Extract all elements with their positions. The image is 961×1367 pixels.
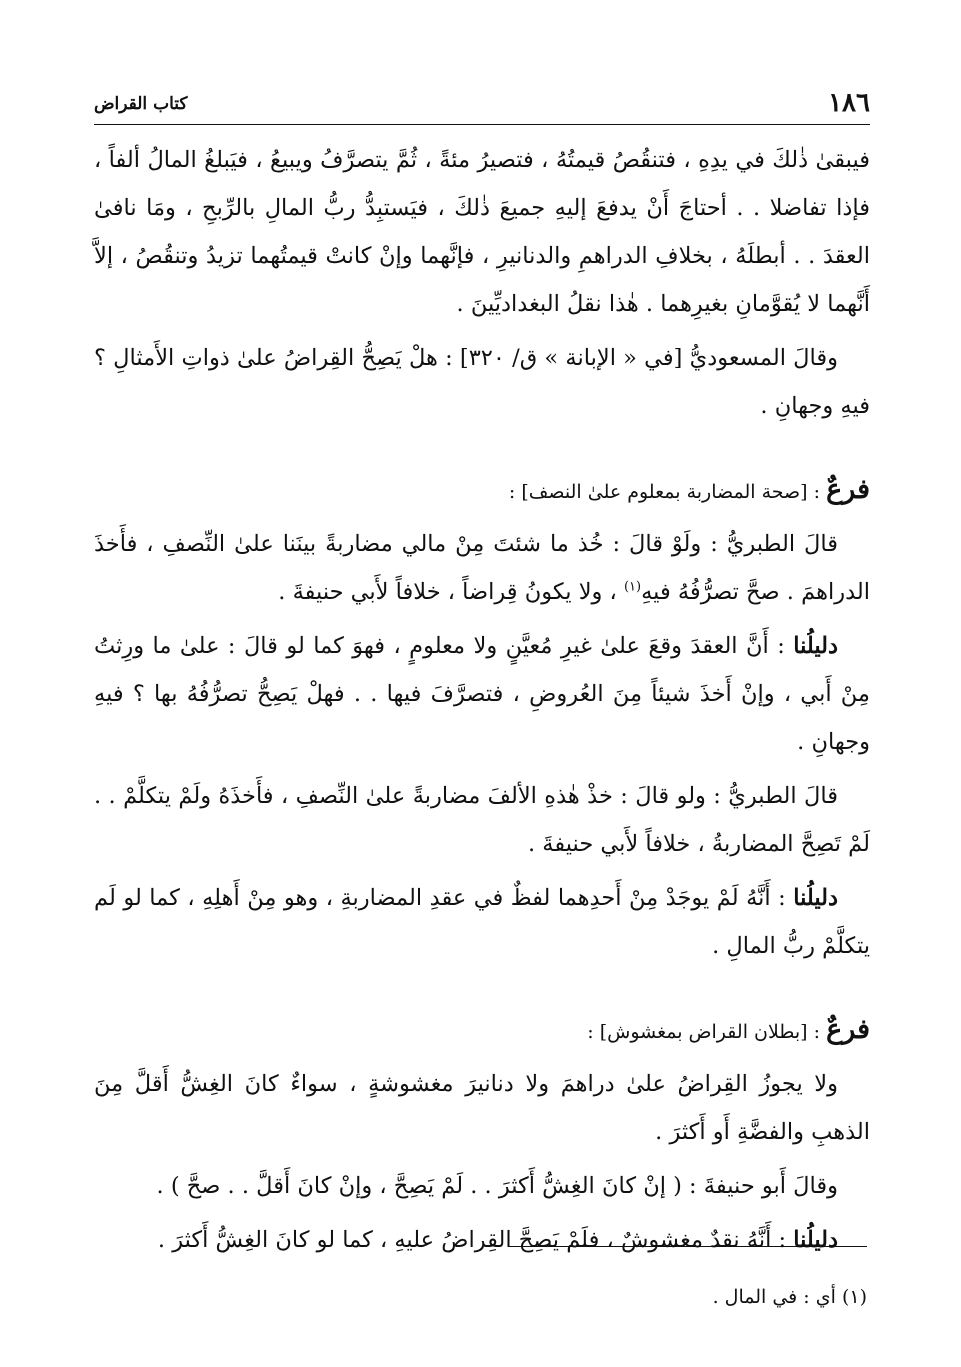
paragraph [94,874,870,970]
paragraph: قالَ الطبريُّ : ولو قالَ : خذْ هٰذهِ الألفَ مضاربةً علىٰ النِّصفِ ، فأَخذَهُ ولَمْ يتكلَّمْ . . لَمْ تَصِحَّ المضاربةُ ، خلافاً لأَبي حنيفةَ . [94,783,870,857]
paragraph: ولا يجوزُ القِراضُ علىٰ دراهمَ ولا دنانيرَ مغشوشةٍ ، سواءٌ كانَ الغِشُّ أَقلَّ مِنَ الذهبِ والفضَّةِ أَو أَكثرَ . [94,1071,870,1145]
paragraph [94,520,870,616]
paragraph [94,622,870,766]
far-label: فرعٌ [826,1014,870,1045]
dalil-label: دليلُنا [793,633,838,659]
section-title: : [بطلان القراض بمغشوش] : [587,1021,827,1043]
paragraph [94,1216,870,1264]
paragraph: فيبقىٰ ذٰلكَ في يدِهِ ، فتنقُصُ قيمتُهُ ، فتصيرُ مئةً ، ثُمَّ يتصرَّفُ ويبيعُ ، فيَبلغُ المالُ ألفاً ، فإذا تفاضلا . . أحتاجَ أَنْ يدفعَ إليهِ جميعَ ذٰلكَ ، فيَستبِدُّ ربُّ المالِ بالرِّبحِ ، ومَا نافىٰ العقدَ . . أبطلَهُ ، بخلافِ الدراهمِ والدنانيرِ ، فإنَّهما وإنْ كانتْ قيمتُهما تزيدُ وتنقُصُ ، إلاَّ أَنَّهما لا يُقوَّمانِ بغيرِهما . هٰذا نقلُ البغداديِّينَ . [94,147,870,317]
dalil-label: دليلُنا [793,1227,838,1253]
paragraph-text: : أَنَّ العقدَ وقعَ علىٰ غيرِ مُعيَّنٍ ولا معلومٍ ، فهوَ كما لو قالَ : علىٰ ما ورِثتُ مِنْ أَبي ، وإنْ أَخذَ شيئاً مِنَ العُروضِ ، فتصرَّفَ فيها . . فهلْ يَصِحُّ تصرُّفُهُ بها ؟ فيهِ وجهانِ . [94,633,870,755]
section-title: : [صحة المضاربة بمعلوم علىٰ النصف] : [508,481,827,503]
footnote-separator [509,1246,867,1247]
main-text [94,136,870,1270]
page-header [94,88,870,125]
paragraph-text: ، ولا يكونُ قِراضاً ، خلافاً لأَبي حنيفةَ . [278,579,624,605]
paragraph-text: : أَنَّهُ لَمْ يوجَدْ مِنْ أَحدِهما لفظٌ في عقدِ المضاربةِ ، وهو مِنْ أَهلِهِ ، كما لو لَم يتكلَّمْ ربُّ المالِ . [94,885,870,959]
far-label: فرعٌ [826,474,870,505]
footnote-marker: (١) [841,1286,867,1308]
section-heading [94,466,870,516]
paragraph-text: : أَنَّهُ نقدٌ مغشوشٌ ، فلَمْ يَصِحَّ القِراضُ عليهِ ، كما لو كانَ الغِشُّ أَكثرَ . [157,1227,794,1253]
footnote-text: أي : في المال . [712,1286,842,1308]
section-heading [94,1006,870,1056]
footnote-ref: (١) [623,579,642,595]
paragraph: وقالَ المسعوديُّ [في « الإبانة » ق/ ٣٢٠] : هلْ يَصِحُّ القِراضُ علىٰ ذواتِ الأَمثالِ ؟ فيهِ وجهانِ . [94,345,870,419]
page-number: ١٨٦ [828,88,870,118]
running-title: كتاب القراض [94,94,188,114]
dalil-label: دليلُنا [793,885,838,911]
footnote [91,1282,867,1312]
paragraph: وقالَ أَبو حنيفةَ : ( إنْ كانَ الغِشُّ أَكثرَ . . لَمْ يَصِحَّ ، وإنْ كانَ أَقلَّ . . صحَّ ) . [156,1173,838,1199]
paragraph-text: قالَ الطبريُّ : ولَوْ قالَ : خُذ ما شئتَ مِنْ مالي مضاربةً بينَنا علىٰ النِّصفِ ، فأَخذَ الدراهمَ . صحَّ تصرُّفُهُ فيهِ [94,531,870,605]
